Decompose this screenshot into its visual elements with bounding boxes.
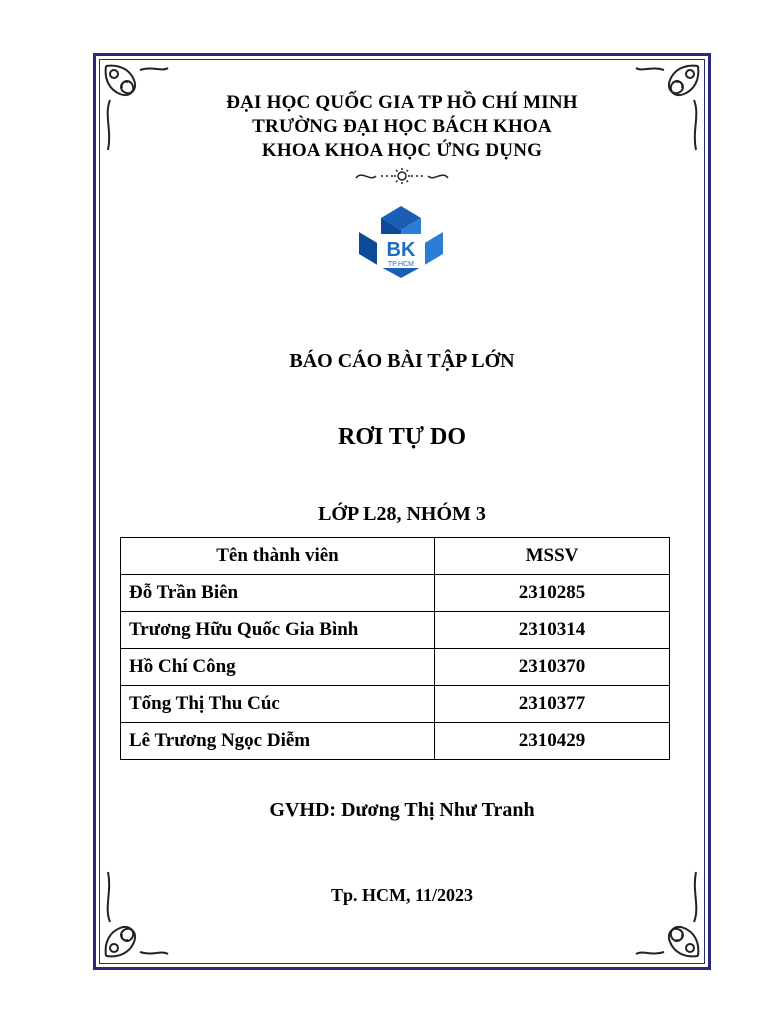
university-name: ĐẠI HỌC QUỐC GIA TP HỒ CHÍ MINH [226,92,578,113]
table-header-row [121,538,670,575]
report-topic: RƠI TỰ DO [337,424,466,450]
member-name: Đỗ Trần Biên [121,575,435,612]
table-row [121,575,670,612]
member-name: Trương Hữu Quốc Gia Bình [121,612,435,649]
member-student-id: 2310370 [435,649,670,686]
university-logo [355,204,447,284]
table-row [121,612,670,649]
member-student-id: 2310429 [435,723,670,760]
advisor-line: GVHD: Dương Thị Như Tranh [269,799,535,821]
divider-ornament [352,166,452,186]
table-row [121,723,670,760]
corner-ornament-bottom-right [632,862,704,962]
logo-text: BK [386,239,416,261]
corner-ornament-bottom-left [100,862,172,962]
member-student-id: 2310314 [435,612,670,649]
column-header-student-id: MSSV [435,538,670,575]
faculty-name: KHOA KHOA HỌC ỨNG DỤNG [261,140,543,161]
member-name: Tống Thị Thu Cúc [121,686,435,723]
school-name: TRƯỜNG ĐẠI HỌC BÁCH KHOA [252,116,552,137]
table-row [121,649,670,686]
place-date-line: Tp. HCM, 11/2023 [330,885,473,905]
members-table [120,537,670,760]
member-name: Lê Trương Ngọc Diễm [121,723,435,760]
logo-subtext: TP.HCM [388,261,414,268]
member-student-id: 2310285 [435,575,670,612]
member-name: Hồ Chí Công [121,649,435,686]
member-student-id: 2310377 [435,686,670,723]
column-header-name: Tên thành viên [121,538,435,575]
report-type-label: BÁO CÁO BÀI TẬP LỚN [289,350,515,372]
class-group-label: LỚP L28, NHÓM 3 [318,503,486,525]
table-row [121,686,670,723]
